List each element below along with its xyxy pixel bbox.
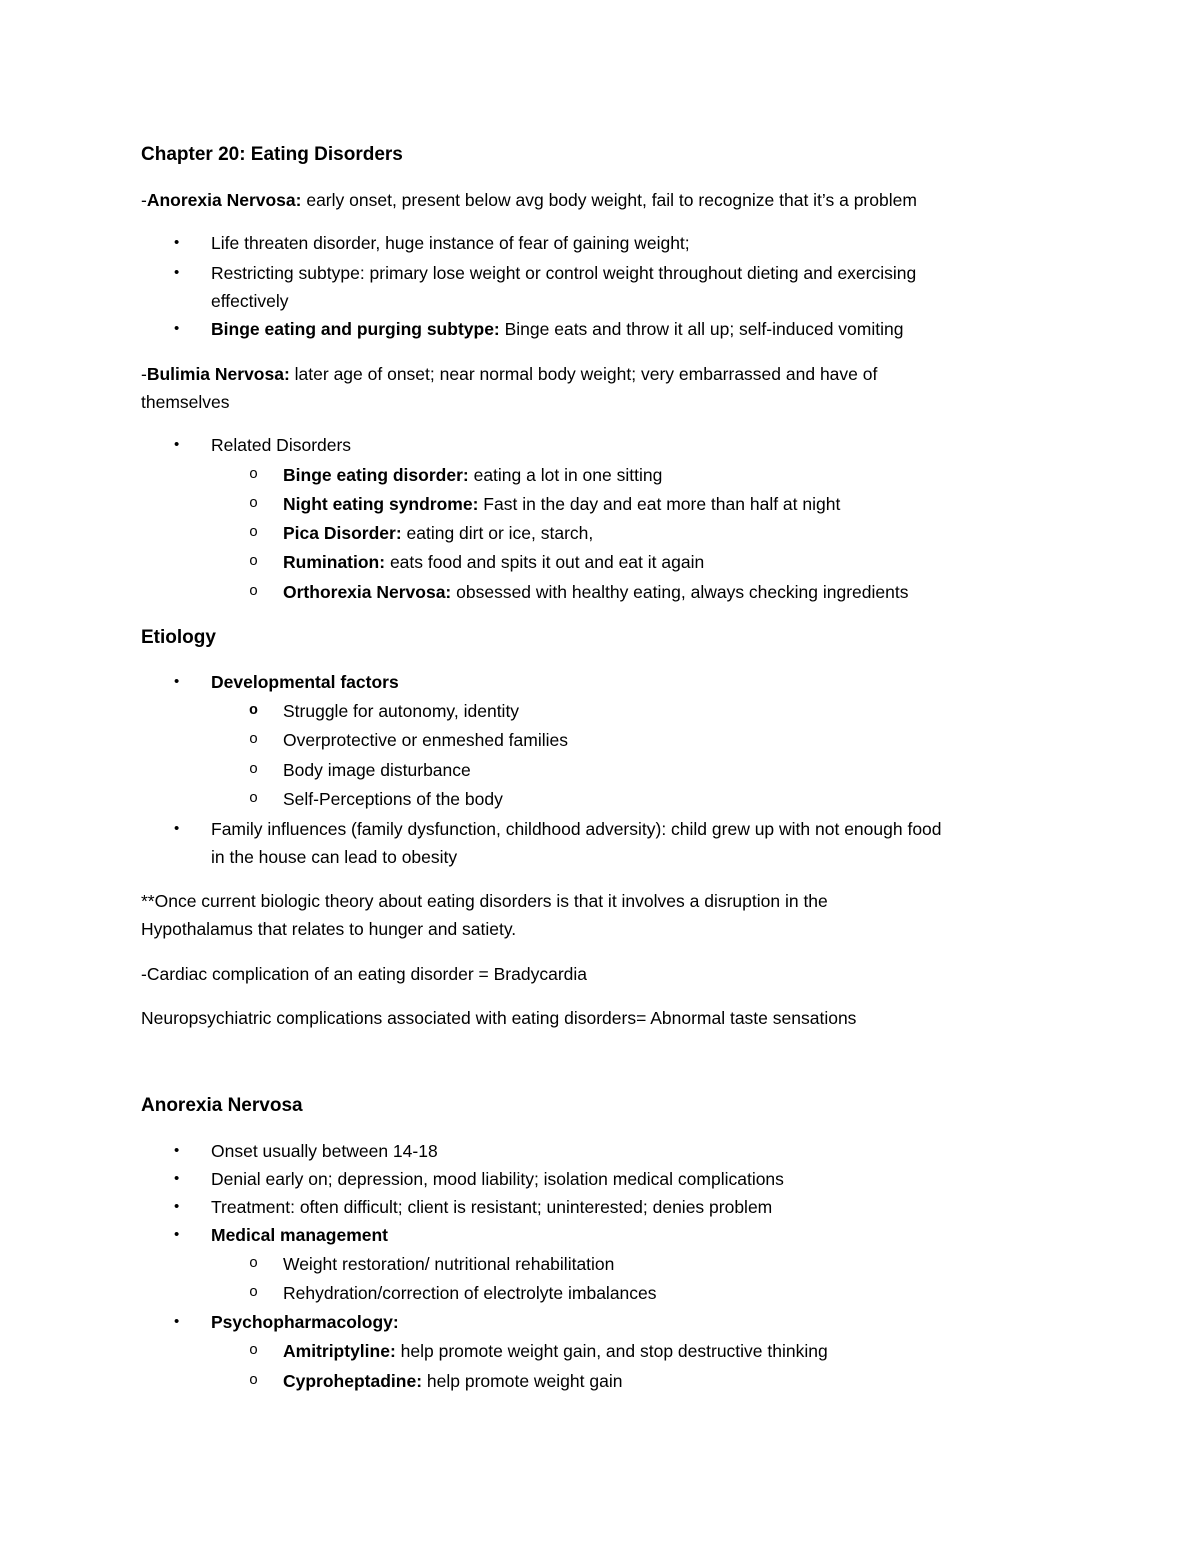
definition: help promote weight gain [422, 1371, 623, 1391]
developmental-factors-label: Developmental factors [211, 672, 399, 692]
definition: eats food and spits it out and eat it again [385, 552, 705, 572]
sub-bullet-icon: o [249, 702, 259, 719]
term: Binge eating disorder: [283, 465, 469, 485]
sub-list-item: Weight restoration/ nutritional rehabilitation [283, 1254, 615, 1274]
cardiac-note: -Cardiac complication of an eating disorder = Bradycardia [141, 964, 587, 984]
bullet-icon: • [174, 264, 180, 281]
sub-bullet-icon: o [249, 524, 259, 541]
list-item: Family influences (family dysfunction, childhood adversity): child grew up with not enough food [211, 819, 942, 839]
bullet-icon: • [174, 1142, 180, 1159]
sub-list-item [283, 463, 662, 487]
sub-list-item: Rehydration/correction of electrolyte imbalances [283, 1283, 657, 1303]
sub-bullet-icon: o [249, 1372, 259, 1389]
definition: obsessed with healthy eating, always checking ingredients [451, 582, 909, 602]
list-item: Denial early on; depression, mood liability; isolation medical complications [211, 1169, 784, 1189]
bullet-icon: • [174, 1198, 180, 1215]
list-item: Onset usually between 14-18 [211, 1141, 438, 1161]
term: Amitriptyline: [283, 1341, 396, 1361]
theory-note: **Once current biologic theory about eating disorders is that it involves a disruption in the [141, 891, 828, 911]
bulimia-line [141, 362, 877, 386]
term: Night eating syndrome: [283, 494, 479, 514]
sub-list-item: Body image disturbance [283, 760, 471, 780]
sub-bullet-icon: o [249, 1255, 259, 1272]
anorexia-heading: Anorexia Nervosa [141, 1095, 303, 1116]
psychopharmacology-label: Psychopharmacology: [211, 1312, 399, 1332]
definition: eating dirt or ice, starch, [401, 523, 594, 543]
etiology-heading: Etiology [141, 627, 216, 648]
list-item: Life threaten disorder, huge instance of fear of gaining weight; [211, 233, 690, 253]
term: Pica Disorder: [283, 523, 402, 543]
bullet-icon: • [174, 320, 180, 337]
sub-bullet-icon: o [249, 583, 259, 600]
page-title: Chapter 20: Eating Disorders [141, 144, 403, 165]
definition: Fast in the day and eat more than half at night [478, 494, 841, 514]
neuro-note: Neuropsychiatric complications associated with eating disorders= Abnormal taste sensations [141, 1008, 857, 1028]
prefix: - [141, 190, 147, 210]
sub-list-item [283, 1339, 828, 1363]
bullet-icon: • [174, 1170, 180, 1187]
list-item: Restricting subtype: primary lose weight or control weight throughout dieting and exercising [211, 263, 917, 283]
sub-bullet-icon: o [249, 790, 259, 807]
definition: later age of onset; near normal body weight; very embarrassed and have of [289, 364, 878, 384]
bulimia-line-continued: themselves [141, 392, 230, 412]
sub-list-item: Struggle for autonomy, identity [283, 701, 520, 721]
sub-list-item [283, 1369, 622, 1393]
term: Orthorexia Nervosa: [283, 582, 452, 602]
sub-bullet-icon: o [249, 1284, 259, 1301]
definition: early onset, present below avg body weight, fail to recognize that it’s a problem [301, 190, 917, 210]
bullet-icon: • [174, 1226, 180, 1243]
theory-note-continued: Hypothalamus that relates to hunger and satiety. [141, 919, 517, 939]
bullet-icon: • [174, 820, 180, 837]
list-item: Treatment: often difficult; client is resistant; uninterested; denies problem [211, 1197, 773, 1217]
sub-list-item [283, 492, 840, 516]
sub-bullet-icon: o [249, 731, 259, 748]
related-disorders-label: Related Disorders [211, 435, 352, 455]
term: Binge eating and purging subtype: [211, 319, 500, 339]
term: Anorexia Nervosa: [146, 190, 302, 210]
sub-list-item: Self-Perceptions of the body [283, 789, 503, 809]
definition: Binge eats and throw it all up; self-induced vomiting [499, 319, 904, 339]
term: Rumination: [283, 552, 386, 572]
definition: help promote weight gain, and stop destructive thinking [395, 1341, 828, 1361]
bullet-icon: • [174, 1313, 180, 1330]
sub-bullet-icon: o [249, 466, 259, 483]
sub-list-item [283, 521, 593, 545]
anorexia-intro-line [141, 188, 917, 212]
sub-list-item [283, 580, 908, 604]
list-item [211, 317, 903, 341]
sub-bullet-icon: o [249, 761, 259, 778]
definition: eating a lot in one sitting [468, 465, 663, 485]
term: Cyproheptadine: [283, 1371, 423, 1391]
prefix: - [141, 364, 147, 384]
medical-management-label: Medical management [211, 1225, 388, 1245]
bullet-icon: • [174, 673, 180, 690]
term: Bulimia Nervosa: [146, 364, 290, 384]
list-item-continued: in the house can lead to obesity [211, 847, 458, 867]
bullet-icon: • [174, 234, 180, 251]
sub-list-item: Overprotective or enmeshed families [283, 730, 568, 750]
sub-bullet-icon: o [249, 495, 259, 512]
sub-bullet-icon: o [249, 553, 259, 570]
bullet-icon: • [174, 436, 180, 453]
sub-bullet-icon: o [249, 1342, 259, 1359]
sub-list-item [283, 550, 704, 574]
list-item-continued: effectively [211, 291, 289, 311]
